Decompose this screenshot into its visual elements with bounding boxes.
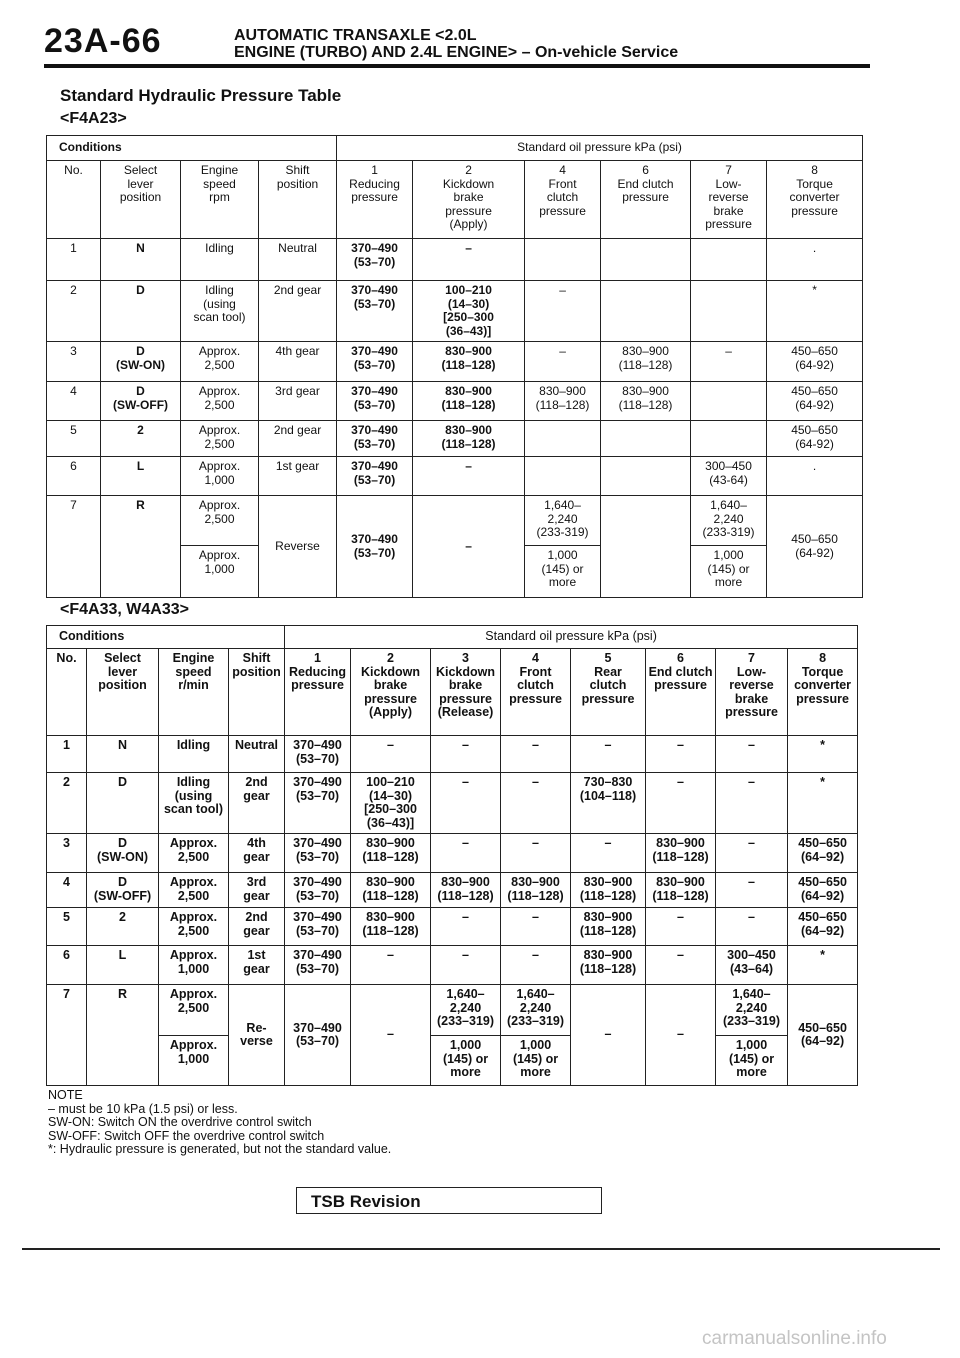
table2-row-7-end-clutch-pressure: – [646,985,716,1086]
table2-row-1-shift-position: Neutral [229,736,285,773]
table1-row-6-low-reverse-brake-pressure: 300–450 (43-64) [691,457,767,496]
table1-row-4-no: 4 [47,382,101,421]
table-f4a23-hydraulic-pressure [46,135,863,598]
table2-row-5-end-clutch-pressure: – [646,908,716,946]
table2-row-1 [47,736,858,773]
table2-row-1-select-lever-position: N [87,736,159,773]
table1-row-3-shift-position: 4th gear [259,342,337,382]
table2-header-no: No. [47,649,87,736]
table1-row-1-low-reverse-brake-pressure [691,239,767,281]
table2-header-low-reverse-brake-pressure: 7 Low- reverse brake pressure [716,649,788,736]
table1-header-shift-position: Shift position [259,161,337,239]
table2-row-3-kickdown-brake-release: – [431,834,501,873]
table2-row-4-no: 4 [47,873,87,908]
table1-row-7-low-reverse-brake-pressure-lower: 1,000 (145) or more [691,546,767,598]
table2-row-7 [47,985,858,1036]
table1-row-7-low-reverse-brake-pressure-upper: 1,640– 2,240 (233-319) [691,496,767,546]
table2-row-5-kickdown-brake-release: – [431,908,501,946]
table2-row-7-low-reverse-brake-pressure-upper: 1,640– 2,240 (233–319) [716,985,788,1036]
table1-row-6-end-clutch-pressure [601,457,691,496]
table1-row-4-kickdown-brake-apply: 830–900 (118–128) [413,382,525,421]
table2-row-6-low-reverse-brake-pressure: 300–450 (43–64) [716,946,788,985]
table2-row-3-kickdown-brake-apply: 830–900 (118–128) [351,834,431,873]
table2-conditions-label: Conditions [47,626,285,649]
table1-row-1-torque-converter-pressure: . [767,239,863,281]
table1-row-7-kickdown-brake-apply: – [413,496,525,598]
watermark: carmanualsonline.info [702,1328,887,1349]
table1-row-4-front-clutch-pressure: 830–900 (118–128) [525,382,601,421]
table2-row-7-rear-clutch-pressure: – [571,985,646,1086]
table2-header-kickdown-brake-release: 3 Kickdown brake pressure (Release) [431,649,501,736]
table1-row-5-kickdown-brake-apply: 830–900 (118–128) [413,421,525,457]
table1-row-7-engine-speed-lower: Approx. 1,000 [181,546,259,598]
table1-row-7-select-lever-position: R [101,496,181,598]
table2-row-6-shift-position: 1st gear [229,946,285,985]
table2-row-4-engine-speed: Approx. 2,500 [159,873,229,908]
table1-row-2-no: 2 [47,281,101,342]
table2-row-3 [47,834,858,873]
table1-header-reducing-pressure: 1 Reducing pressure [337,161,413,239]
note-line-dash: – must be 10 kPa (1.5 psi) or less. [48,1101,238,1116]
table1-row-6-shift-position: 1st gear [259,457,337,496]
table2-row-2-torque-converter-pressure: * [788,773,858,834]
table1-row-4-reducing-pressure: 370–490 (53–70) [337,382,413,421]
table2-row-4-shift-position: 3rd gear [229,873,285,908]
table1-row-7 [47,496,863,546]
table2-row-5-front-clutch-pressure: – [501,908,571,946]
table2-row-2-rear-clutch-pressure: 730–830 (104–118) [571,773,646,834]
table2-row-7-lower [47,1036,858,1086]
table2-row-4-select-lever-position: D (SW-OFF) [87,873,159,908]
table2-header-rear-clutch-pressure: 5 Rear clutch pressure [571,649,646,736]
table2-header-select-lever-position: Select lever position [87,649,159,736]
table2-row-4-torque-converter-pressure: 450–650 (64–92) [788,873,858,908]
table1-row-6-torque-converter-pressure: . [767,457,863,496]
table2-row-5-no: 5 [47,908,87,946]
table2-row-5-rear-clutch-pressure: 830–900 (118–128) [571,908,646,946]
table2-row-3-end-clutch-pressure: 830–900 (118–128) [646,834,716,873]
table1-row-6-reducing-pressure: 370–490 (53–70) [337,457,413,496]
table1-row-5 [47,421,863,457]
table2-row-7-reducing-pressure: 370–490 (53–70) [285,985,351,1086]
table2-row-1-kickdown-brake-release: – [431,736,501,773]
table-f4a33-w4a33-hydraulic-pressure [46,625,858,1086]
table1-row-6-engine-speed: Approx. 1,000 [181,457,259,496]
table1-header-kickdown-brake-apply: 2 Kickdown brake pressure (Apply) [413,161,525,239]
table2-header-engine-speed: Engine speed r/min [159,649,229,736]
table1-row-3-select-lever-position: D (SW-ON) [101,342,181,382]
section-title: Standard Hydraulic Pressure Table [60,86,342,105]
table1-row-4-select-lever-position: D (SW-OFF) [101,382,181,421]
table2-row-5-low-reverse-brake-pressure: – [716,908,788,946]
table2-row-5-engine-speed: Approx. 2,500 [159,908,229,946]
page-title [234,27,678,61]
table1-header-row [47,161,863,239]
table2-row-4-rear-clutch-pressure: 830–900 (118–128) [571,873,646,908]
table2-row-6-select-lever-position: L [87,946,159,985]
table2-row-4-front-clutch-pressure: 830–900 (118–128) [501,873,571,908]
table2-row-2-front-clutch-pressure: – [501,773,571,834]
table1-row-7-front-clutch-pressure-lower: 1,000 (145) or more [525,546,601,598]
table1-row-5-no: 5 [47,421,101,457]
table1-row-1-front-clutch-pressure [525,239,601,281]
table1-row-1-end-clutch-pressure [601,239,691,281]
table2-row-7-kickdown-brake-release-upper: 1,640– 2,240 (233–319) [431,985,501,1036]
table1-row-3-reducing-pressure: 370–490 (53–70) [337,342,413,382]
table1-row-2-shift-position: 2nd gear [259,281,337,342]
table2-row-6-reducing-pressure: 370–490 (53–70) [285,946,351,985]
table1-header-torque-converter-pressure: 8 Torque converter pressure [767,161,863,239]
table1-row-2 [47,281,863,342]
table2-header-row [47,649,858,736]
table1-row-5-select-lever-position: 2 [101,421,181,457]
table2-header-front-clutch-pressure: 4 Front clutch pressure [501,649,571,736]
table1-row-3-engine-speed: Approx. 2,500 [181,342,259,382]
table2-row-2-shift-position: 2nd gear [229,773,285,834]
table2-row-7-torque-converter-pressure: 450–650 (64–92) [788,985,858,1086]
table2-row-3-select-lever-position: D (SW-ON) [87,834,159,873]
table2-row-6-no: 6 [47,946,87,985]
table2-header-kickdown-brake-apply: 2 Kickdown brake pressure (Apply) [351,649,431,736]
page-number: 23A-66 [44,22,162,60]
table2-row-6-kickdown-brake-apply: – [351,946,431,985]
table1-header-low-reverse-brake-pressure: 7 Low- reverse brake pressure [691,161,767,239]
note-heading: NOTE [48,1088,83,1102]
table2-row-1-low-reverse-brake-pressure: – [716,736,788,773]
table2-header-torque-converter-pressure: 8 Torque converter pressure [788,649,858,736]
table2-row-6-front-clutch-pressure: – [501,946,571,985]
table2-row-4-kickdown-brake-release: 830–900 (118–128) [431,873,501,908]
table2-row-1-end-clutch-pressure: – [646,736,716,773]
table2-row-2-low-reverse-brake-pressure: – [716,773,788,834]
table2-row-2-select-lever-position: D [87,773,159,834]
table1-row-5-shift-position: 2nd gear [259,421,337,457]
table1-row-1-no: 1 [47,239,101,281]
table1-row-6-front-clutch-pressure [525,457,601,496]
table2-header-reducing-pressure: 1 Reducing pressure [285,649,351,736]
table2-row-1-reducing-pressure: 370–490 (53–70) [285,736,351,773]
table1-row-2-torque-converter-pressure: * [767,281,863,342]
table2-row-7-front-clutch-pressure-lower: 1,000 (145) or more [501,1036,571,1086]
table1-row-2-engine-speed: Idling (using scan tool) [181,281,259,342]
table1-row-3-torque-converter-pressure: 450–650 (64-92) [767,342,863,382]
table1-header-select-lever-position: Select lever position [101,161,181,239]
table1-row-2-front-clutch-pressure: – [525,281,601,342]
table2-row-5-reducing-pressure: 370–490 (53–70) [285,908,351,946]
table1-row-4-end-clutch-pressure: 830–900 (118–128) [601,382,691,421]
table2-row-5 [47,908,858,946]
table1-header-end-clutch-pressure: 6 End clutch pressure [601,161,691,239]
table1-row-7-engine-speed-upper: Approx. 2,500 [181,496,259,546]
table2-row-1-rear-clutch-pressure: – [571,736,646,773]
table2-row-3-rear-clutch-pressure: – [571,834,646,873]
table2-row-1-no: 1 [47,736,87,773]
table2-row-2-reducing-pressure: 370–490 (53–70) [285,773,351,834]
table1-row-1-select-lever-position: N [101,239,181,281]
table2-row-4-end-clutch-pressure: 830–900 (118–128) [646,873,716,908]
table2-row-6-rear-clutch-pressure: 830–900 (118–128) [571,946,646,985]
table2-row-6-end-clutch-pressure: – [646,946,716,985]
table2-header-end-clutch-pressure: 6 End clutch pressure [646,649,716,736]
table1-title-row [47,136,863,161]
table1-row-6 [47,457,863,496]
table1-row-3 [47,342,863,382]
table2-row-5-torque-converter-pressure: 450–650 (64–92) [788,908,858,946]
table1-row-4-low-reverse-brake-pressure [691,382,767,421]
table2-row-3-reducing-pressure: 370–490 (53–70) [285,834,351,873]
table1-conditions-label: Conditions [47,136,337,161]
table2-row-6 [47,946,858,985]
table2-row-6-torque-converter-pressure: * [788,946,858,985]
table1-row-1-reducing-pressure: 370–490 (53–70) [337,239,413,281]
note-block [48,1089,391,1157]
table2-row-3-engine-speed: Approx. 2,500 [159,834,229,873]
table2-row-3-shift-position: 4th gear [229,834,285,873]
table1-row-3-low-reverse-brake-pressure: – [691,342,767,382]
table1-row-1 [47,239,863,281]
tsb-revision-box: TSB Revision [296,1187,602,1214]
table2-row-7-kickdown-brake-apply: – [351,985,431,1086]
page-title-line2: ENGINE (TURBO) AND 2.4L ENGINE> – On-vehicle Service [234,44,679,61]
table1-row-3-no: 3 [47,342,101,382]
table2-row-1-engine-speed: Idling [159,736,229,773]
table1-model-label: <F4A23> [60,110,127,127]
table1-row-4-shift-position: 3rd gear [259,382,337,421]
table2-row-6-kickdown-brake-release: – [431,946,501,985]
table2-row-1-torque-converter-pressure: * [788,736,858,773]
table2-row-3-no: 3 [47,834,87,873]
table2-row-5-shift-position: 2nd gear [229,908,285,946]
table1-row-3-kickdown-brake-apply: 830–900 (118–128) [413,342,525,382]
table2-row-4 [47,873,858,908]
table1-row-5-reducing-pressure: 370–490 (53–70) [337,421,413,457]
table2-row-4-reducing-pressure: 370–490 (53–70) [285,873,351,908]
table2-row-4-low-reverse-brake-pressure: – [716,873,788,908]
page-title-line1: AUTOMATIC TRANSAXLE <2.0L [234,27,477,44]
table1-row-5-end-clutch-pressure [601,421,691,457]
table2-row-2-engine-speed: Idling (using scan tool) [159,773,229,834]
table2-row-5-select-lever-position: 2 [87,908,159,946]
table1-row-1-shift-position: Neutral [259,239,337,281]
table1-row-2-end-clutch-pressure [601,281,691,342]
table1-row-6-select-lever-position: L [101,457,181,496]
table2-header-shift-position: Shift position [229,649,285,736]
table1-header-engine-speed: Engine speed rpm [181,161,259,239]
table2-row-2 [47,773,858,834]
table1-row-7-no: 7 [47,496,101,598]
table1-row-7-front-clutch-pressure-upper: 1,640– 2,240 (233-319) [525,496,601,546]
table2-row-3-torque-converter-pressure: 450–650 (64–92) [788,834,858,873]
table1-row-7-torque-converter-pressure: 450–650 (64-92) [767,496,863,598]
table1-row-5-low-reverse-brake-pressure [691,421,767,457]
table2-row-1-kickdown-brake-apply: – [351,736,431,773]
table2-row-7-low-reverse-brake-pressure-lower: 1,000 (145) or more [716,1036,788,1086]
table1-row-1-engine-speed: Idling [181,239,259,281]
table2-pressure-label: Standard oil pressure kPa (psi) [285,626,858,649]
table1-row-3-front-clutch-pressure: – [525,342,601,382]
table1-row-7-end-clutch-pressure [601,496,691,598]
table1-row-4-engine-speed: Approx. 2,500 [181,382,259,421]
table2-model-label: <F4A33, W4A33> [60,601,189,618]
table1-row-5-front-clutch-pressure [525,421,601,457]
table1-row-3-end-clutch-pressure: 830–900 (118–128) [601,342,691,382]
table2-row-7-no: 7 [47,985,87,1086]
table1-row-1-kickdown-brake-apply: – [413,239,525,281]
table1-row-6-kickdown-brake-apply: – [413,457,525,496]
table1-row-7-reducing-pressure: 370–490 (53–70) [337,496,413,598]
note-line-asterisk: *: Hydraulic pressure is generated, but not the standard value. [48,1142,392,1157]
table1-row-2-low-reverse-brake-pressure [691,281,767,342]
table1-row-7-shift-position: Reverse [259,496,337,598]
table2-row-7-engine-speed-lower: Approx. 1,000 [159,1036,229,1086]
header-rule [44,64,870,68]
table2-row-6-engine-speed: Approx. 1,000 [159,946,229,985]
table2-row-2-kickdown-brake-release: – [431,773,501,834]
table2-row-2-kickdown-brake-apply: 100–210 (14–30) [250–300 (36–43)] [351,773,431,834]
table1-row-5-torque-converter-pressure: 450–650 (64-92) [767,421,863,457]
table2-row-7-shift-position: Re- verse [229,985,285,1086]
table1-row-2-select-lever-position: D [101,281,181,342]
note-line-sw-off: SW-OFF: Switch OFF the overdrive control switch [48,1128,325,1143]
table1-row-4 [47,382,863,421]
table2-row-2-end-clutch-pressure: – [646,773,716,834]
table1-row-4-torque-converter-pressure: 450–650 (64-92) [767,382,863,421]
table1-pressure-label: Standard oil pressure kPa (psi) [337,136,863,161]
table1-row-6-no: 6 [47,457,101,496]
table1-row-2-reducing-pressure: 370–490 (53–70) [337,281,413,342]
table2-row-7-engine-speed-upper: Approx. 2,500 [159,985,229,1036]
table2-row-4-kickdown-brake-apply: 830–900 (118–128) [351,873,431,908]
footer-rule [22,1248,940,1250]
note-line-sw-on: SW-ON: Switch ON the overdrive control switch [48,1115,312,1130]
table2-row-7-front-clutch-pressure-upper: 1,640– 2,240 (233–319) [501,985,571,1036]
table2-title-row [47,626,858,649]
table1-header-no: No. [47,161,101,239]
table1-header-front-clutch-pressure: 4 Front clutch pressure [525,161,601,239]
table2-row-2-no: 2 [47,773,87,834]
table2-row-1-front-clutch-pressure: – [501,736,571,773]
table2-row-7-kickdown-brake-release-lower: 1,000 (145) or more [431,1036,501,1086]
table1-row-2-kickdown-brake-apply: 100–210 (14–30) [250–300 (36–43)] [413,281,525,342]
table1-row-5-engine-speed: Approx. 2,500 [181,421,259,457]
table2-row-3-front-clutch-pressure: – [501,834,571,873]
table2-row-5-kickdown-brake-apply: 830–900 (118–128) [351,908,431,946]
table2-row-3-low-reverse-brake-pressure: – [716,834,788,873]
table2-row-7-select-lever-position: R [87,985,159,1086]
